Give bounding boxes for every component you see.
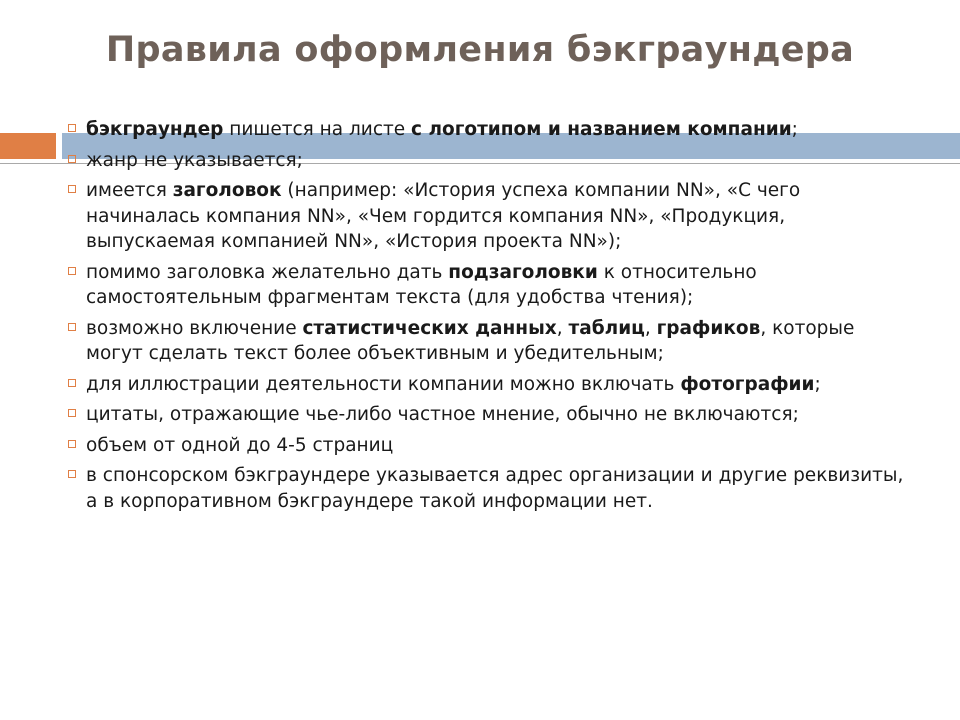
square-bullet-icon: [68, 155, 76, 163]
bullet-segment-bold: заголовок: [172, 180, 282, 201]
bullet-text: [86, 180, 800, 252]
bullet-segment-bold: таблиц: [568, 317, 645, 339]
bullet-segment: (например: «История успеха компании NN», «С чего начиналась компания NN», «Чем гордится компания NN», «Продукция, выпускаемая компанией NN», «История проекта NN»);: [86, 180, 801, 252]
bullet-segment: в спонсорском бэкграундере указывается адрес организации и другие реквизиты, а в корпоративном бэкграундере такой информации нет.: [86, 465, 904, 512]
bullet-text: [86, 318, 854, 365]
square-bullet-icon: [68, 379, 76, 387]
square-bullet-icon: [68, 185, 76, 193]
bullet-segment: возможно включение: [86, 317, 303, 339]
bullet-segment: цитаты, отражающие чье-либо частное мнение, обычно не включаются;: [86, 404, 799, 425]
bullet-segment-bold: подзаголовки: [448, 261, 598, 283]
bullet-segment: пишется на листе: [223, 119, 412, 140]
bullet-item: [64, 117, 914, 143]
bullet-segment-bold: графиков: [656, 317, 761, 339]
bullet-item: [64, 178, 914, 255]
bullet-segment: имеется: [86, 180, 173, 201]
bullet-segment-bold: с логотипом и названием компании: [411, 119, 792, 140]
slide-title: Правила оформления бэкграундера: [105, 30, 855, 70]
square-bullet-icon: [68, 470, 76, 478]
bullet-item: [64, 402, 914, 428]
bullet-segment: для иллюстрации деятельности компании можно включать: [86, 373, 681, 395]
bullet-item: [64, 372, 914, 398]
bullet-segment-bold: фотографии: [680, 373, 815, 395]
decorative-orange-bar: [0, 133, 56, 159]
bullet-text: [86, 374, 821, 395]
bullet-text: [86, 435, 393, 456]
bullet-item: [64, 260, 914, 311]
bullet-segment: объем от одной до 4-5 страниц: [86, 434, 394, 456]
square-bullet-icon: [68, 440, 76, 448]
square-bullet-icon: [68, 323, 76, 331]
bullet-segment: жанр не указывается;: [86, 149, 303, 171]
bullet-segment: к относительно самостоятельным фрагментам текста (для удобства чтения);: [86, 261, 757, 308]
bullet-segment: ;: [791, 119, 798, 140]
bullet-text: [86, 404, 799, 425]
bullet-item: [64, 463, 914, 514]
square-bullet-icon: [68, 267, 76, 275]
bullet-segment: ,: [644, 317, 657, 339]
bullet-segment: , которые могут сделать текст более объективным и убедительным;: [86, 317, 855, 364]
bullet-segment: ;: [814, 373, 821, 395]
bullet-segment-bold: статистических данных: [302, 317, 557, 339]
bullet-text: [86, 262, 757, 309]
bullet-item: [64, 433, 914, 459]
bullet-text: [86, 150, 303, 171]
bullet-item: [64, 148, 914, 174]
bullet-text: [86, 119, 798, 140]
square-bullet-icon: [68, 124, 76, 132]
bullet-text: [86, 465, 903, 512]
bullet-segment: помимо заголовка желательно дать: [86, 261, 449, 283]
bullet-item: [64, 316, 914, 367]
bullet-segment: ,: [556, 317, 569, 339]
bullet-segment-bold: бэкграундер: [86, 119, 224, 140]
bullet-list: [64, 117, 914, 519]
square-bullet-icon: [68, 409, 76, 417]
